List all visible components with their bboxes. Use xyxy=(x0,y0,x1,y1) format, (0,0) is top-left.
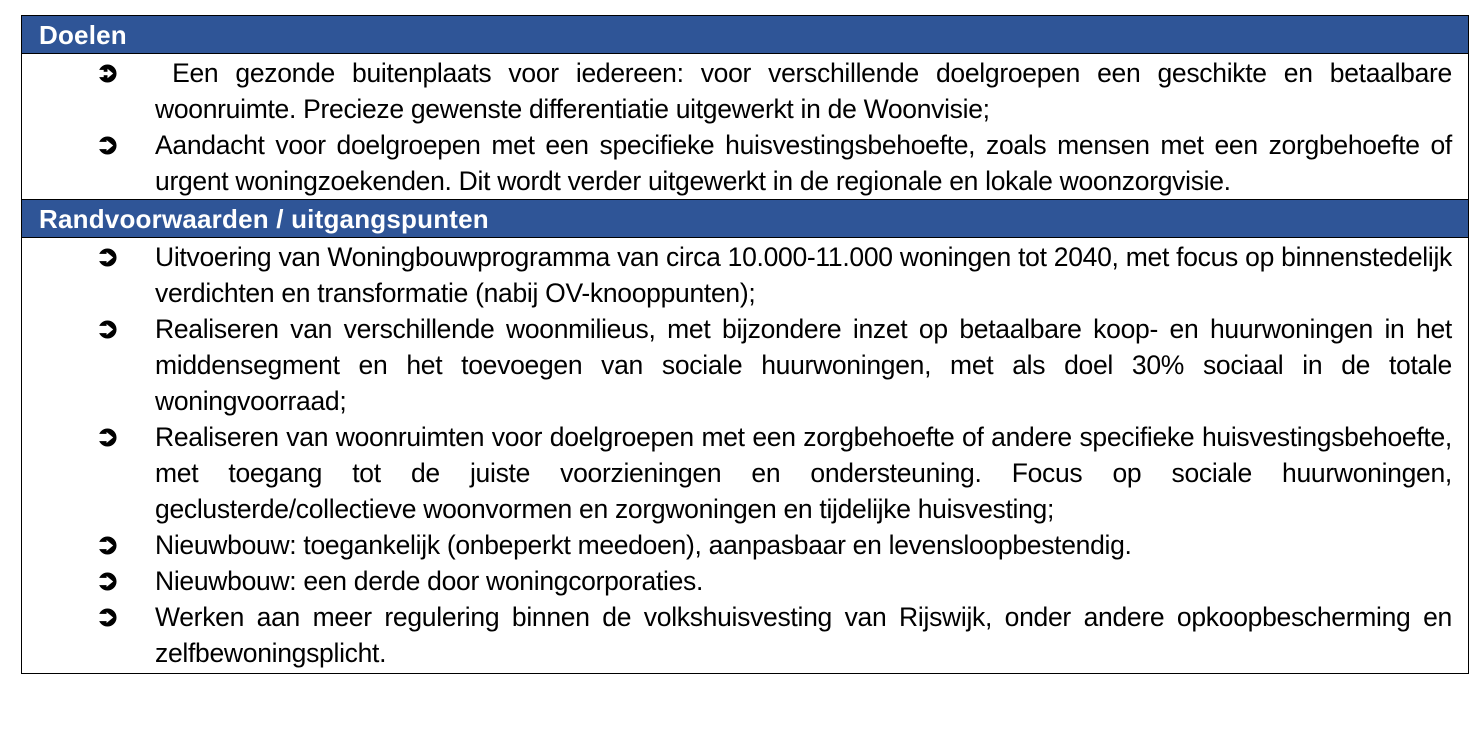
section-header-doelen xyxy=(22,16,1468,54)
list-item-text: Werken aan meer regulering binnen de volkshuisvesting van Rijswijk, onder andere opkoopbescherming en zelfbewoningsplicht. xyxy=(155,602,1452,668)
list-item xyxy=(22,527,1452,563)
list-item xyxy=(22,239,1452,311)
list-item-text: Realiseren van woonruimten voor doelgroepen met een zorgbehoefte of andere specifieke huisvestingsbehoefte, met toegang tot de juiste voorzieningen en ondersteuning. Focus op sociale huurwoningen, geclusterde/collectieve woonvormen en zorgwoningen en tijdelijke huisvesting; xyxy=(155,422,1452,524)
list-item xyxy=(22,599,1452,671)
section-header-randvoorwaarden xyxy=(22,200,1468,238)
circled-right-arrow-icon xyxy=(98,64,117,83)
list-item xyxy=(22,127,1452,199)
bullet-list xyxy=(22,55,1460,199)
list-item xyxy=(22,311,1452,419)
circled-right-arrow-icon xyxy=(98,536,117,555)
list-item-text: Nieuwbouw: een derde door woningcorporaties. xyxy=(155,566,704,596)
circled-right-arrow-icon xyxy=(98,136,117,155)
section-title: Randvoorwaarden / uitgangspunten xyxy=(39,204,489,234)
list-item-text: Realiseren van verschillende woonmilieus, met bijzondere inzet op betaalbare koop- en huurwoningen in het middensegment en het toevoegen van sociale huurwoningen, met als doel 30% sociaal in de totale woningvoorraad; xyxy=(155,314,1452,416)
circled-right-arrow-icon xyxy=(98,320,117,339)
list-item-text: Nieuwbouw: toegankelijk (onbeperkt meedoen), aanpasbaar en levensloopbestendig. xyxy=(155,530,1132,560)
goals-table xyxy=(21,15,1469,674)
list-item xyxy=(22,563,1452,599)
list-item-text: Een gezonde buitenplaats voor iedereen: voor verschillende doelgroepen een geschikte en betaalbare woonruimte. Precieze gewenste differentiatie uitgewerkt in de Woonvisie; xyxy=(155,58,1460,124)
section-body-doelen xyxy=(22,54,1468,200)
list-item-text: Uitvoering van Woningbouwprogramma van circa 10.000-11.000 woningen tot 2040, met focus op binnenstedelijk verdichten en transformatie (nabij OV-knooppunten); xyxy=(155,242,1452,308)
section-title: Doelen xyxy=(39,20,127,50)
circled-right-arrow-icon xyxy=(98,572,117,591)
section-body-randvoorwaarden xyxy=(22,238,1468,673)
circled-right-arrow-icon xyxy=(98,428,117,447)
list-item xyxy=(22,55,1460,127)
bullet-list xyxy=(22,239,1452,671)
list-item xyxy=(22,419,1452,527)
circled-right-arrow-icon xyxy=(98,248,117,267)
list-item-text: Aandacht voor doelgroepen met een specifieke huisvestingsbehoefte, zoals mensen met een zorgbehoefte of urgent woningzoekenden. Dit wordt verder uitgewerkt in de regionale en lokale woonzorgvisie. xyxy=(155,130,1452,196)
circled-right-arrow-icon xyxy=(98,608,117,627)
